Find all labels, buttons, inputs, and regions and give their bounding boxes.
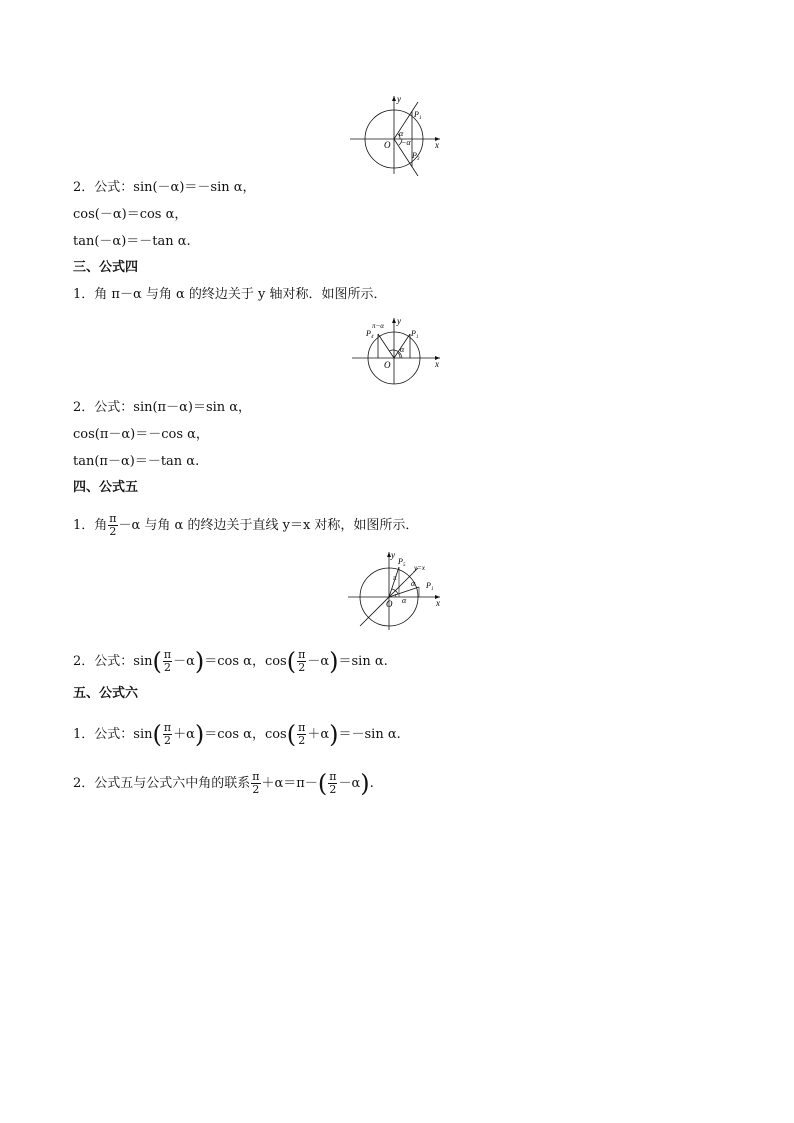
svg-text:4: 4 (371, 335, 374, 340)
svg-text:P: P (411, 329, 416, 338)
svg-text:x: x (436, 598, 440, 608)
svg-text:x: x (435, 140, 439, 150)
formula-cos-neg: cos(－α)＝cos α， (73, 207, 188, 222)
svg-text:1: 1 (416, 335, 419, 340)
svg-text:O: O (384, 360, 391, 370)
formula-five: 2．公式：sin( $\frac{\pi}{2}$ －α)＝cos α，cos( $\frac{\pi}{2}$ －α)＝sin α. (73, 647, 388, 676)
relation-five-six: 2．公式五与公式六中角的联系 $\frac{\pi}{2}$ ＋α＝π－( $\frac{\pi}{2}$ －α). (73, 769, 374, 798)
svg-text:α: α (402, 596, 407, 605)
svg-text:P: P (412, 151, 417, 160)
figure-unit-circle-pi-minus-alpha (348, 314, 448, 386)
svg-text:P: P (426, 581, 431, 590)
svg-text:y: y (391, 550, 395, 560)
svg-text:π: π (393, 574, 397, 582)
fraction-pi-over-2: $\frac{\pi}{2}$ (109, 512, 117, 538)
figure-unit-circle-negative-angle (348, 92, 448, 176)
svg-text:1: 1 (431, 587, 434, 592)
svg-text:α: α (399, 129, 404, 138)
svg-text:3: 3 (417, 157, 420, 162)
figure-unit-circle-line-y-equals-x (346, 548, 446, 632)
svg-text:P: P (366, 329, 371, 338)
formula-sin-neg: 2．公式：sin(－α)＝－sin α， (73, 180, 256, 195)
section-title-formula-five: 四、公式五 (73, 480, 139, 495)
formula-sin-pi-minus: 2．公式：sin(π－α)＝sin α， (73, 400, 252, 415)
formula-cos-pi-minus: cos(π－α)＝－cos α， (73, 427, 209, 442)
svg-text:α: α (411, 579, 416, 588)
svg-text:y: y (397, 316, 401, 326)
formula-six: 1．公式：sin( $\frac{\pi}{2}$ ＋α)＝cos α，cos( $\frac{\pi}{2}$ ＋α)＝－sin α. (73, 720, 401, 749)
section-title-formula-four: 三、公式四 (73, 260, 139, 275)
svg-text:α: α (400, 345, 405, 354)
svg-text:−α: −α (401, 138, 411, 147)
svg-text:1: 1 (419, 116, 422, 121)
svg-text:5: 5 (403, 563, 406, 568)
formula-tan-neg: tan(－α)＝－tan α. (73, 234, 191, 249)
paragraph-formula-four: 1．角 π－α 与角 α 的终边关于 y 轴对称．如图所示． (73, 287, 387, 302)
svg-text:O: O (386, 599, 393, 609)
paragraph-formula-five: 1．角 $\frac{\pi}{2}$ －α 与角 α 的终边关于直线 y＝x 对称，如图所示． (73, 512, 419, 538)
svg-text:y: y (397, 94, 401, 104)
svg-text:O: O (384, 140, 391, 150)
svg-text:y=x: y=x (414, 564, 425, 572)
formula-tan-pi-minus: tan(π－α)＝－tan α. (73, 454, 200, 469)
svg-text:P: P (414, 110, 419, 119)
section-title-formula-six: 五、公式六 (73, 686, 139, 701)
svg-text:P: P (398, 557, 403, 566)
svg-text:π−α: π−α (372, 322, 384, 330)
svg-text:x: x (435, 359, 439, 369)
